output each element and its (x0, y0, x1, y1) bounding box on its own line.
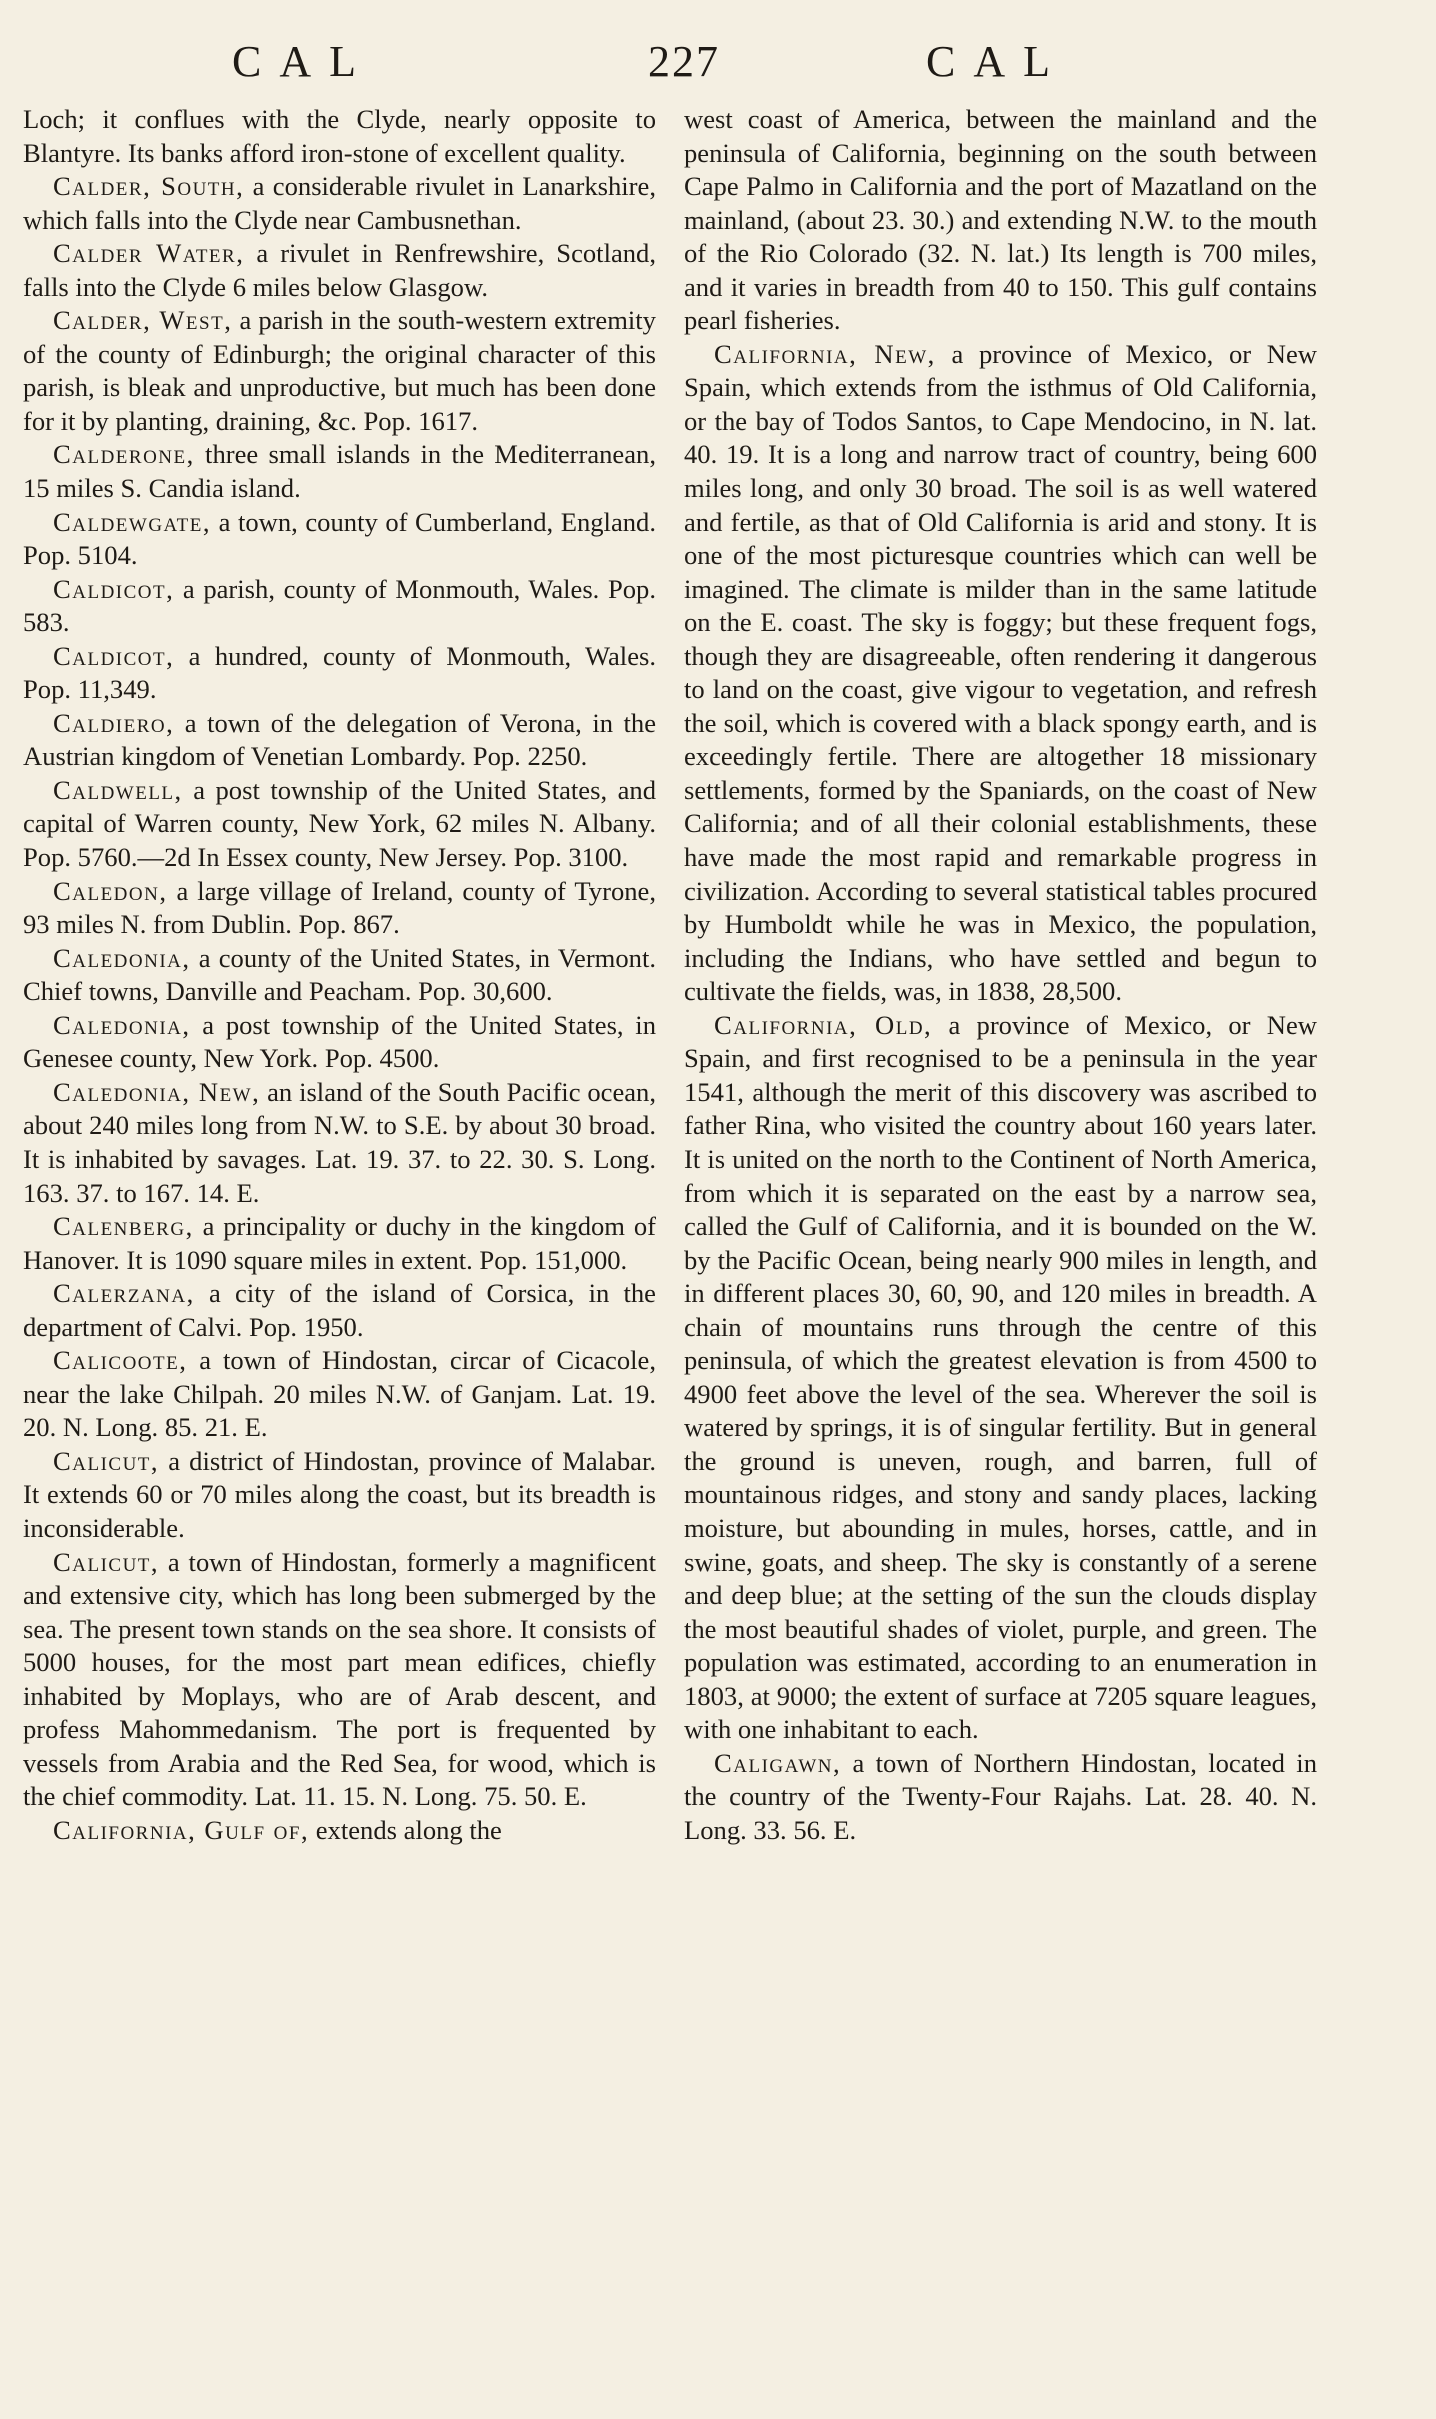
entry-text: three small islands in the Mediterranean, 15 miles S. Candia island. (23, 439, 656, 504)
gazetteer-entry (23, 506, 656, 573)
entry-headword: Calder, West, (53, 305, 233, 336)
entry-headword: Caldwell, (53, 774, 183, 805)
gazetteer-entry (23, 573, 656, 640)
gazetteer-entry (23, 1009, 656, 1076)
entry-text: a post township of the United States, and capital of Warren county, New York, 62 miles N. Albany. Pop. 5760.—2d In Essex county, New Jersey. Pop. 3100. (23, 774, 656, 873)
entry-headword: Calicut, (53, 1445, 160, 1476)
gazetteer-entry (23, 875, 656, 942)
entry-text: a district of Hindostan, province of Malabar. It extends 60 or 70 miles along the coast, but its breadth is inconsiderable. (23, 1445, 656, 1543)
gazetteer-entry (23, 1546, 656, 1814)
entry-headword: California, Old, (714, 1009, 933, 1040)
entry-text: a town, county of Cumberland, England. Pop. 5104. (23, 506, 656, 571)
entry-text: a town of Northern Hindostan, located in the country of the Twenty-Four Rajahs. Lat. 28. 40. N. Long. 33. 56. E. (684, 1747, 1317, 1845)
entry-headword: Caledonia, (53, 1009, 191, 1040)
entry-headword: Caledonia, New, (53, 1076, 261, 1107)
gazetteer-entry (23, 640, 656, 707)
continued-entry (684, 103, 1317, 338)
entry-headword: Caldicot, (53, 573, 175, 604)
entry-text: a province of Mexico, or New Spain, and first recognised to be a peninsula in the year 1541, although the merit of this discovery was ascribed to father Rina, who visited the country about 160 years later. It is united on the north to the Continent of North America, from which it is separated on the east by a narrow sea, called the Gulf of California, and it is bounded on the W. by the Pacific Ocean, being nearly 900 miles in length, and in different places 30, 60, 90, and 120 miles in breadth. A chain of mountains runs through the centre of this peninsula, of which the greatest elevation is from 4500 to 4900 feet above the level of the sea. Wherever the soil is watered by springs, it is of singular fertility. But in general the ground is uneven, rough, and barren, full of mountainous ridges, and stony and sandy places, lacking moisture, but abounding in mules, horses, cattle, and in swine, goats, and sheep. The sky is constantly of a serene and deep blue; at the setting of the sun the clouds display the most beautiful shades of violet, purple, and green. The population was estimated, according to an enumeration in 1803, at 9000; the extent of surface at 7205 square leagues, with one inhabitant to each. (684, 1009, 1317, 1745)
entry-text: a town of Hindostan, formerly a magnificent and extensive city, which has long been submerged by the sea. The present town stands on the sea shore. It consists of 5000 houses, for the most part mean edifices, chiefly inhabited by Moplays, who are of Arab descent, and profess Mahommedanism. The port is frequented by vessels from Arabia and the Red Sea, for wood, which is the chief commodity. Lat. 11. 15. N. Long. 75. 50. E. (23, 1546, 656, 1812)
entry-headword: Caledonia, (53, 942, 191, 973)
gazetteer-entry (684, 338, 1317, 1009)
entry-headword: Calerzana, (53, 1278, 195, 1309)
right-column (684, 103, 1317, 1847)
entry-headword: Caledon, (53, 875, 168, 906)
gazetteer-entry (23, 1445, 656, 1546)
page-number: 227 (648, 37, 720, 86)
gazetteer-entry (23, 304, 656, 438)
gazetteer-entry (23, 1277, 656, 1344)
entry-headword: Calenberg, (53, 1211, 194, 1242)
entry-text: a parish, county of Monmouth, Wales. Pop. 583. (23, 573, 656, 638)
gazetteer-entry (23, 1344, 656, 1445)
entry-headword: Calderone, (53, 439, 195, 470)
entry-text: Loch; it conflues with the Clyde, nearly opposite to Blantyre. Its banks afford iron-stone of excellent quality. (23, 104, 656, 168)
running-head-right: CAL (926, 37, 1068, 86)
running-head (0, 36, 1436, 96)
entry-headword: Caldiero, (53, 707, 175, 738)
entry-text: a considerable rivulet in Lanarkshire, which falls into the Clyde near Cambusnethan. (23, 171, 656, 235)
entry-headword: Caligawn, (714, 1747, 842, 1778)
continued-entry (23, 103, 656, 170)
entry-text: a rivulet in Renfrewshire, Scotland, falls into the Clyde 6 miles below Glasgow. (23, 238, 656, 302)
entry-text: an island of the South Pacific ocean, about 240 miles long from N.W. to S.E. by about 30 broad. It is inhabited by savages. Lat. 19. 37. to 22. 30. S. Long. 163. 37. to 167. 14. E. (23, 1076, 656, 1208)
entry-headword: California, New, (714, 338, 936, 369)
entry-text: a city of the island of Corsica, in the department of Calvi. Pop. 1950. (23, 1278, 656, 1342)
gazetteer-entry (684, 1009, 1317, 1747)
gazetteer-entry (23, 170, 656, 237)
gazetteer-entry (23, 1814, 656, 1848)
entry-headword: California, Gulf of, (53, 1814, 310, 1845)
gazetteer-entry (23, 438, 656, 505)
entry-text: a parish in the south-western extremity of the county of Edinburgh; the original character of this parish, is bleak and unproductive, but much has been done for it by planting, draining, &c. Pop. 1617. (23, 305, 656, 436)
entry-text: extends along the (309, 1814, 502, 1845)
entry-headword: Caldicot, (53, 640, 175, 671)
entry-text: a town of the delegation of Verona, in the Austrian kingdom of Venetian Lombardy. Pop. 2250. (23, 707, 656, 772)
entry-text: a post township of the United States, in Genesee county, New York. Pop. 4500. (23, 1009, 656, 1074)
gazetteer-entry (23, 237, 656, 304)
entry-text: a town of Hindostan, circar of Cicacole, near the lake Chilpah. 20 miles N.W. of Ganjam. Lat. 19. 20. N. Long. 85. 21. E. (23, 1345, 656, 1443)
entry-headword: Calicoote, (53, 1345, 188, 1376)
entry-text: a large village of Ireland, county of Tyrone, 93 miles N. from Dublin. Pop. 867. (23, 875, 656, 940)
entry-text: a county of the United States, in Vermont. Chief towns, Danville and Peacham. Pop. 30,600. (23, 942, 656, 1007)
gazetteer-entry (23, 1076, 656, 1210)
entry-text: west coast of America, between the mainland and the peninsula of California, beginning on the south between Cape Palmo in California and the port of Mazatland on the mainland, (about 23. 30.) and extending N.W. to the mouth of the Rio Colorado (32. N. lat.) Its length is 700 miles, and it varies in breadth from 40 to 150. This gulf contains pearl fisheries. (684, 104, 1317, 336)
gazetteer-entry (23, 942, 656, 1009)
gazetteer-entry (684, 1747, 1317, 1848)
left-column (23, 103, 656, 1847)
entry-text: a province of Mexico, or New Spain, which extends from the isthmus of Old California, or the bay of Todos Santos, to Cape Mendocino, in N. lat. 40. 19. It is a long and narrow tract of country, being 600 miles long, and only 30 broad. The soil is as well watered and fertile, as that of Old California is arid and stony. It is one of the most picturesque countries which can well be imagined. The climate is milder than in the same latitude on the E. coast. The sky is foggy; but these frequent fogs, though they are disagreeable, often rendering it dangerous to land on the coast, give vigour to vegetation, and refresh the soil, which is covered with a black spongy earth, and is exceedingly fertile. There are altogether 18 missionary settlements, formed by the Spaniards, on the coast of New California; and of all their colonial establishments, these have made the most rapid and remarkable progress in civilization. According to several statistical tables procured by Humboldt while he was in Mexico, the population, including the Indians, who have settled and begun to cultivate the fields, was, in 1838, 28,500. (684, 338, 1318, 1007)
entry-headword: Calder, South, (53, 171, 245, 202)
gazetteer-entry (23, 707, 656, 774)
entry-headword: Calicut, (53, 1546, 160, 1577)
entry-headword: Calder Water, (53, 238, 245, 269)
entry-text: a principality or duchy in the kingdom of Hanover. It is 1090 square miles in extent. Pop. 151,000. (23, 1211, 656, 1275)
entry-text: a hundred, county of Monmouth, Wales. Pop. 11,349. (23, 640, 656, 705)
gazetteer-entry (23, 774, 656, 875)
entry-headword: Caldewgate, (53, 506, 212, 537)
running-head-left: CAL (232, 37, 374, 86)
gazetteer-entry (23, 1210, 656, 1277)
